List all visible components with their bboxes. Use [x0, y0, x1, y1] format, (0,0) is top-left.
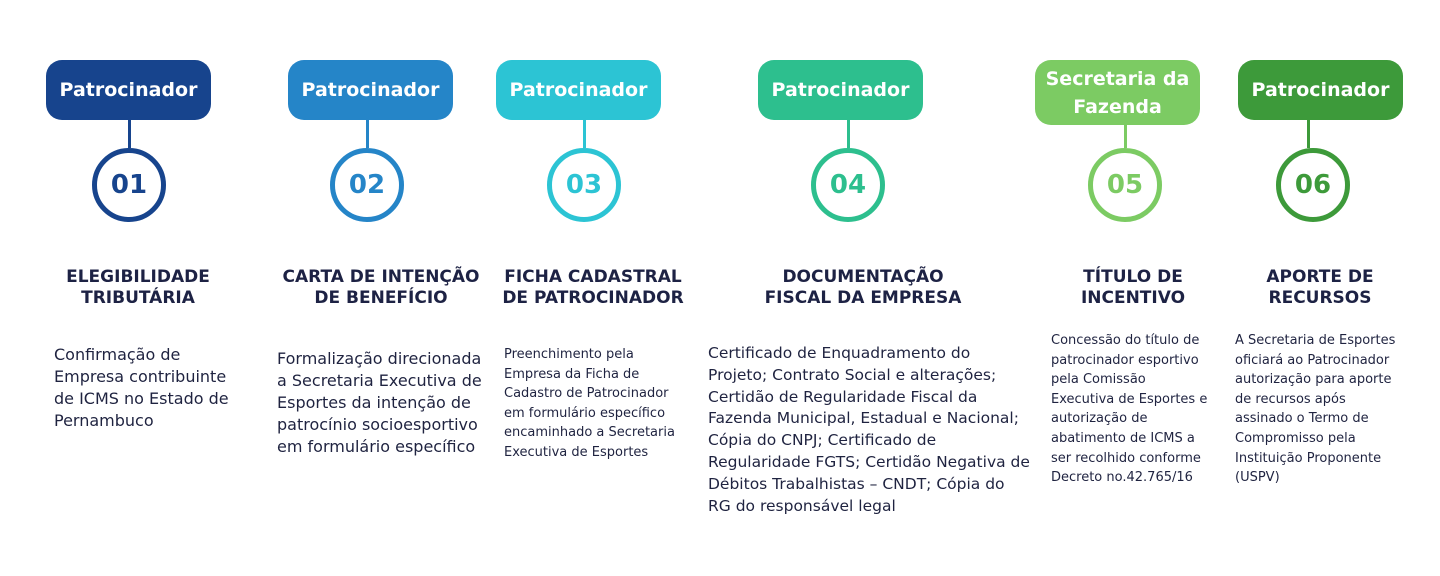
actor-badge [1035, 60, 1200, 125]
description-line: Preenchimento pela [504, 347, 634, 362]
step-title-line: ELEGIBILIDADE [66, 267, 210, 287]
description-line: patrocínio socioesportivo [277, 415, 478, 434]
step-title-line: RECURSOS [1268, 288, 1372, 308]
description-line: autorização para aporte [1235, 372, 1392, 388]
description-line: a Secretaria Executiva de [277, 371, 482, 390]
step-description [708, 343, 1030, 517]
step-title [1222, 267, 1418, 309]
description-line: Executiva de Esportes [504, 444, 649, 460]
step-title-line: TRIBUTÁRIA [81, 288, 195, 308]
description-line: Confirmação de [54, 345, 181, 364]
actor-label: Patrocinador [59, 79, 198, 101]
step-description [1051, 331, 1207, 488]
step-number: 04 [829, 170, 867, 200]
actor-label: Patrocinador [1251, 79, 1390, 101]
step-number: 03 [565, 170, 603, 200]
step-description [54, 344, 229, 432]
step-02 [277, 0, 498, 576]
step-number-circle [92, 148, 166, 222]
step-title-line: CARTA DE INTENÇÃO [282, 267, 480, 287]
actor-badge [46, 60, 211, 120]
connector-line [366, 120, 369, 148]
actor-label: Fazenda [1073, 95, 1162, 118]
description-line: abatimento de ICMS a [1051, 430, 1195, 446]
description-line: A Secretaria de Esportes [1235, 333, 1396, 348]
actor-badge [288, 60, 453, 120]
step-title [496, 267, 690, 309]
step-description [277, 348, 482, 458]
description-line: Fazenda Municipal, Estadual e Nacional; [708, 409, 1019, 428]
step-description [504, 345, 675, 462]
step-number-circle [1276, 148, 1350, 222]
step-title [276, 267, 486, 309]
description-line: ser recolhido conforme [1051, 450, 1201, 466]
description-line: Formalização direcionada [277, 349, 482, 368]
step-01 [46, 0, 296, 576]
step-title-line: APORTE DE [1266, 267, 1374, 287]
step-06 [1235, 0, 1428, 576]
step-number: 05 [1106, 170, 1144, 200]
step-title-line: DE BENEFÍCIO [314, 288, 448, 308]
step-title [738, 267, 988, 309]
step-title [1035, 267, 1231, 309]
actor-badge [1238, 60, 1403, 120]
description-line: oficiará ao Patrocinador [1235, 352, 1390, 368]
description-line: (USPV) [1235, 470, 1280, 486]
connector-line [583, 120, 586, 148]
step-number: 01 [110, 170, 148, 200]
actor-label: Patrocinador [509, 79, 648, 101]
description-line: em formulário específico [277, 437, 476, 456]
connector-line [1124, 125, 1127, 148]
description-line: Instituição Proponente [1235, 450, 1382, 466]
description-line: Concessão do título de [1051, 333, 1200, 348]
description-line: Certificado de Enquadramento do [708, 344, 971, 362]
connector-line [1307, 120, 1310, 148]
description-line: em formulário específico [504, 405, 666, 421]
step-title [40, 267, 236, 309]
description-line: de ICMS no Estado de [54, 389, 229, 408]
step-title-line: FISCAL DA EMPRESA [764, 288, 962, 308]
description-line: Cópia do CNPJ; Certificado de [708, 431, 937, 450]
description-line: Empresa da Ficha de [504, 366, 640, 382]
connector-line [847, 120, 850, 148]
description-line: assinado o Termo de [1235, 411, 1369, 427]
description-line: Compromisso pela [1235, 430, 1356, 446]
actor-label: Patrocinador [301, 79, 440, 101]
description-line: pela Comissão [1051, 372, 1146, 388]
connector-line [128, 120, 131, 148]
step-number: 06 [1294, 170, 1332, 200]
description-line: Certidão de Regularidade Fiscal da [708, 387, 978, 406]
step-number-circle [547, 148, 621, 222]
description-line: Empresa contribuinte [54, 367, 227, 386]
step-04 [708, 0, 1038, 576]
actor-badge [758, 60, 923, 120]
actor-label: Secretaria da [1045, 67, 1190, 90]
description-line: Regularidade FGTS; Certidão Negativa de [708, 452, 1030, 471]
description-line: Pernambuco [54, 411, 154, 430]
step-number: 02 [348, 170, 386, 200]
description-line: Cadastro de Patrocinador [504, 386, 669, 401]
description-line: Esportes da intenção de [277, 393, 471, 412]
description-line: Decreto no.42.765/16 [1051, 470, 1193, 486]
description-line: Projeto; Contrato Social e alterações; [708, 365, 997, 384]
step-title-line: DOCUMENTAÇÃO [782, 267, 944, 287]
step-number-circle [330, 148, 404, 222]
description-line: autorização de [1051, 411, 1148, 427]
description-line: Débitos Trabalhistas – CNDT; Cópia do [708, 474, 1005, 493]
step-03 [496, 0, 696, 576]
step-05 [1035, 0, 1215, 576]
description-line: de recursos após [1235, 391, 1346, 407]
description-line: RG do responsável legal [708, 496, 896, 515]
step-description [1235, 331, 1395, 488]
actor-badge [496, 60, 661, 120]
step-number-circle [1088, 148, 1162, 222]
step-title-line: TÍTULO DE [1083, 267, 1183, 287]
step-title-line: DE PATROCINADOR [502, 288, 684, 308]
step-title-line: INCENTIVO [1080, 288, 1186, 308]
description-line: Executiva de Esportes e [1051, 391, 1208, 407]
step-title-line: FICHA CADASTRAL [504, 267, 682, 287]
description-line: patrocinador esportivo [1051, 352, 1199, 368]
description-line: encaminhado a Secretaria [504, 425, 675, 440]
step-number-circle [811, 148, 885, 222]
actor-label: Patrocinador [771, 79, 910, 101]
